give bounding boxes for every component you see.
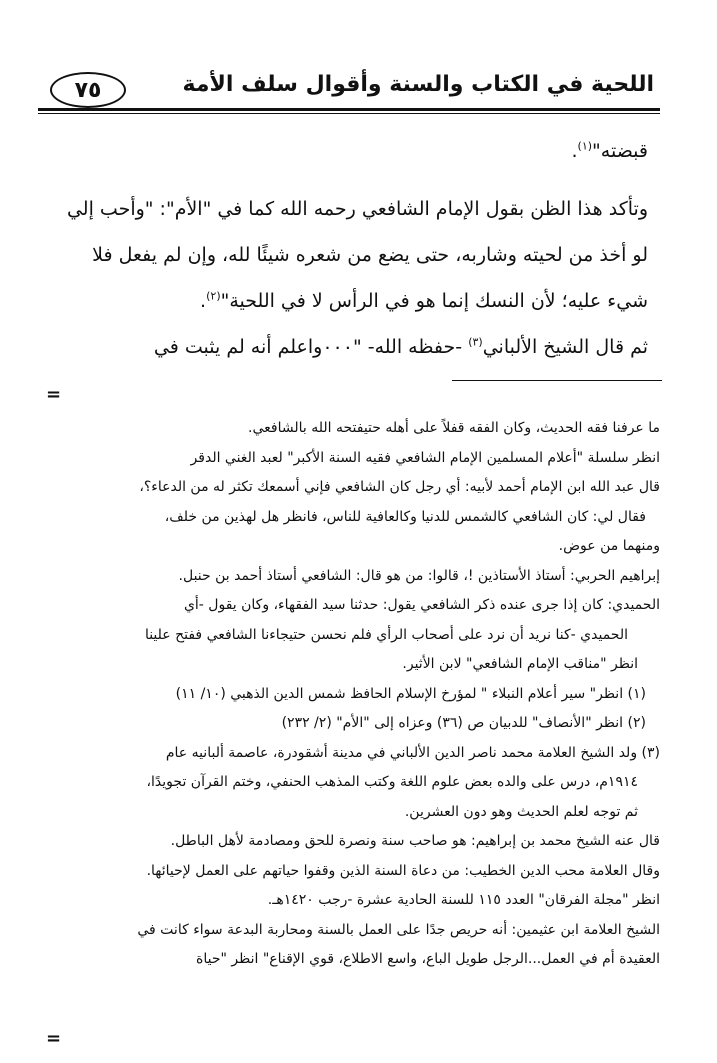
footnote-line: ١٩١٤م، درس على والده بعض علوم اللغة وكتب المذهب الحنفي، وختم القرآن تجويدًا، — [146, 774, 638, 790]
body-line: لو أخذ من لحيته وشاربه، حتى يضع من شعره شيئًا لله، وإن لم يفعل فلا — [92, 244, 648, 266]
footnote-line: ما عرفنا فقه الحديث، وكان الفقه قفلاً على أهله حتيفتحه الله بالشافعي. — [248, 420, 660, 436]
footnote-line: (٢) انظر "الأنصاف" للدبيان ص (٣٦) وعزاه إلى "الأم" (٢/ ٢٣٢) — [281, 715, 646, 731]
footnote-line: الشيخ العلامة ابن عثيمين: أنه حريص جدًا على العمل بالسنة ومحاربة البدعة سواء كانت في — [137, 921, 660, 938]
footnote-line: فقال لي: كان الشافعي كالشمس للدنيا وكالعافية للناس، فانظر هل لهذين من خلف، — [164, 508, 646, 525]
body-line: وتأكد هذا الظن بقول الإمام الشافعي رحمه الله كما في "الأم": "وأحب إلي — [66, 198, 648, 220]
footnote-ref: (٢) — [206, 289, 221, 303]
header-rule-thin — [38, 113, 660, 114]
continuation-mark: = — [46, 1028, 62, 1049]
footnote-line: الحميدي -كنا نريد أن نرد على أصحاب الرأي فلم نحسن حتيجاءنا الشافعي ففتح علينا — [144, 626, 628, 643]
page-number — [50, 72, 126, 108]
footnote-line: قال عنه الشيخ محمد بن إبراهيم: هو صاحب سنة ونصرة للحق ومصادمة لأهل الباطل. — [170, 833, 660, 849]
running-title: اللحية في الكتاب والسنة وأقوال سلف الأمة — [182, 72, 654, 97]
page-number-text: ٧٥ — [74, 77, 102, 103]
body-line: شيء عليه؛ لأن النسك إنما هو في الرأس لا في اللحية"$^{(٢)}$. — [200, 289, 648, 312]
body-line: ثم قال الشيخ الألباني$^{(٣)}$ -حفظه الله- "٠٠٠واعلم أنه لم يثبت في — [153, 335, 648, 358]
footnote-line: الحميدي: كان إذا جرى عنده ذكر الشافعي يقول: حدثنا سيد الفقهاء، وكان يقول -أي — [183, 597, 660, 613]
footnote-line: ثم توجه لعلم الحديث وهو دون العشرين. — [404, 803, 638, 820]
body-line: قبضته"$^{(١)}$. — [571, 139, 648, 162]
footnote-ref: (٣) — [468, 335, 483, 349]
footnote-line: قال عبد الله ابن الإمام أحمد لأبيه: أي رجل كان الشافعي فإني أسمعك تكثر له من الدعاء؟، — [139, 479, 660, 495]
footnote-line: إبراهيم الحربي: أستاذ الأستاذين !، قالوا: من هو قال: الشافعي أستاذ أحمد بن حنبل. — [178, 567, 660, 584]
footnote-line: وقال العلامة محب الدين الخطيب: من دعاة السنة الذين وقفوا حياتهم على العمل لإحيائها. — [146, 862, 660, 879]
footnote-line: انظر "مجلة الفرقان" العدد ١١٥ للسنة الحادية عشرة -رجب ١٤٢٠هـ. — [267, 892, 660, 908]
main-text — [44, 128, 648, 370]
footnote-ref: (١) — [577, 139, 593, 153]
footnote-line: (٣) ولد الشيخ العلامة محمد ناصر الدين الألباني في مدينة أشقودرة، عاصمة ألبانيه عام — [165, 744, 660, 761]
footnote-line: العقيدة أم في العمل...الرجل طويل الباع، واسع الاطلاع، قوي الإقناع" انظر "حياة — [196, 951, 660, 967]
footnote-line: ومنهما من عوض. — [558, 538, 660, 554]
page-header — [38, 64, 660, 114]
footnotes — [50, 414, 660, 975]
footnote-line: انظر سلسلة "أعلام المسلمين الإمام الشافعي فقيه السنة الأكبر" لعبد الغني الدقر — [190, 449, 660, 466]
continuation-mark: = — [46, 384, 62, 405]
header-rule — [38, 108, 660, 111]
footnote-separator — [452, 380, 662, 381]
footnote-line: (١) انظر" سير أعلام النبلاء " لمؤرخ الإسلام الحافظ شمس الدين الذهبي (١٠/ ١١) — [175, 685, 646, 702]
footnote-line: انظر "مناقب الإمام الشافعي" لابن الأثير. — [402, 656, 638, 672]
